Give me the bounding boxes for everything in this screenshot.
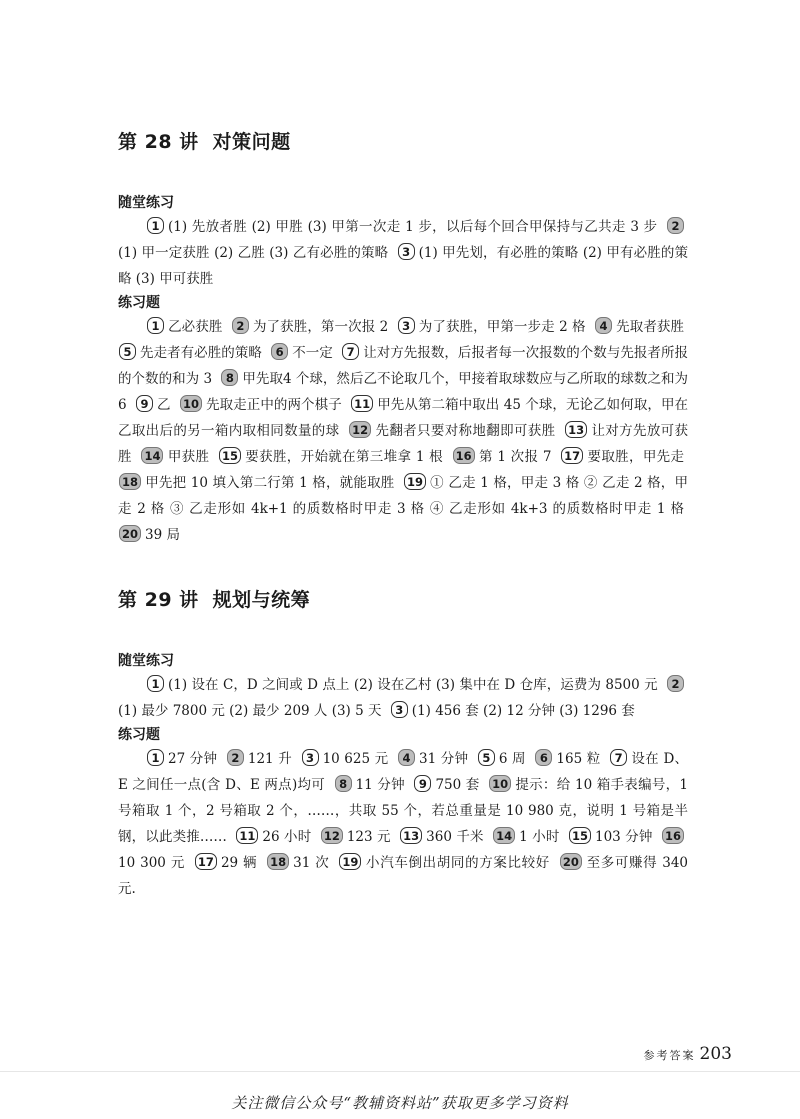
answer-paragraph xyxy=(118,746,688,902)
answer-text: 为了获胜，第一次报 2 xyxy=(252,319,389,335)
answer-text: 29 辆 xyxy=(220,855,258,871)
answer-text: 26 小时 xyxy=(262,829,312,845)
answer-text: 1 小时 xyxy=(519,829,560,845)
answer-text: 11 分钟 xyxy=(355,777,405,793)
question-number-badge: 6 xyxy=(535,749,552,766)
question-number-badge: 15 xyxy=(219,447,241,464)
exercise-group-heading: 练习题 xyxy=(118,295,160,311)
question-number-badge: 5 xyxy=(119,343,136,360)
answer-text: 165 粒 xyxy=(556,751,601,767)
question-number-badge: 3 xyxy=(302,749,319,766)
question-number-badge: 1 xyxy=(147,675,164,692)
answer-text: 先翻者只要对称地翻即可获胜 xyxy=(375,423,556,439)
answer-text: 先取者获胜 xyxy=(616,319,685,335)
answer-text: 为了获胜，甲第一步走 2 格 xyxy=(418,319,586,335)
question-number-badge: 11 xyxy=(236,827,258,844)
question-number-badge: 4 xyxy=(595,317,612,334)
answer-text: 31 分钟 xyxy=(419,751,469,767)
answer-text: (1) 设在 C，D 之间或 D 点上 (2) 设在乙村 (3) 集中在 D 仓库，运费为 8500 元 xyxy=(168,677,658,693)
answer-text: 27 分钟 xyxy=(168,751,218,767)
question-number-badge: 2 xyxy=(667,217,684,234)
answer-text: (1) 甲一定获胜 (2) 乙胜 (3) 乙有必胜的策略 xyxy=(118,245,389,261)
answer-text: ① 乙走 1 格，甲走 3 格 ② 乙走 2 格，甲走 2 格 ③ 乙走形如 4k+1 的质数格时甲走 3 格 ④ 乙走形如 4k+3 的质数格时甲走 1 格 xyxy=(118,475,688,517)
question-number-badge: 13 xyxy=(400,827,422,844)
answer-text: (1) 先放者胜 (2) 甲胜 (3) 甲第一次走 1 步，以后每个回合甲保持与乙共走 3 步 xyxy=(168,219,658,235)
question-number-badge: 1 xyxy=(147,217,164,234)
question-number-badge: 9 xyxy=(414,775,431,792)
question-number-badge: 9 xyxy=(136,395,153,412)
question-number-badge: 2 xyxy=(227,749,244,766)
question-number-badge: 13 xyxy=(565,421,587,438)
lecture-number: 第 29 讲 xyxy=(118,589,199,611)
question-number-badge: 3 xyxy=(391,701,408,718)
answer-text: 10 300 元 xyxy=(118,855,185,871)
question-number-badge: 14 xyxy=(493,827,515,844)
lecture-section xyxy=(118,586,688,902)
lecture-number: 第 28 讲 xyxy=(118,131,199,153)
answer-text: 360 千米 xyxy=(426,829,484,845)
answer-text: 6 周 xyxy=(498,751,526,767)
lecture-topic: 对策问题 xyxy=(212,131,291,153)
answer-text: 乙必获胜 xyxy=(168,319,223,335)
question-number-badge: 17 xyxy=(561,447,583,464)
question-number-badge: 4 xyxy=(398,749,415,766)
question-number-badge: 12 xyxy=(349,421,371,438)
answer-text: 甲先取4 个球，然后乙不论取几个，甲接着取球数应与乙所取的球数之和为 6 xyxy=(118,371,688,413)
footer-label: 参考答案 xyxy=(643,1049,696,1062)
question-number-badge: 8 xyxy=(335,775,352,792)
question-number-badge: 5 xyxy=(478,749,495,766)
lecture-title xyxy=(118,586,688,614)
answer-paragraph xyxy=(118,314,688,548)
answer-text: 甲先从第二箱中取出 45 个球，无论乙如何取，甲在乙取出后的另一箱内取相同数量的球 xyxy=(118,397,689,439)
answer-paragraph xyxy=(118,672,688,724)
question-number-badge: 16 xyxy=(453,447,475,464)
question-number-badge: 14 xyxy=(141,447,163,464)
footer-divider xyxy=(0,1071,800,1072)
answer-text: 至多可赚得 340 元. xyxy=(118,855,689,897)
question-number-badge: 19 xyxy=(404,473,426,490)
answer-text: 39 局 xyxy=(145,527,180,543)
sections-container xyxy=(118,128,688,902)
lecture-topic: 规划与统筹 xyxy=(212,589,311,611)
answer-text: 121 升 xyxy=(247,751,292,767)
question-number-badge: 3 xyxy=(398,317,415,334)
question-number-badge: 7 xyxy=(342,343,359,360)
answer-text: 要获胜，开始就在第三堆拿 1 根 xyxy=(244,449,443,465)
question-number-badge: 2 xyxy=(667,675,684,692)
answer-text: (1) 最少 7800 元 (2) 最少 209 人 (3) 5 天 xyxy=(118,703,382,719)
answer-page xyxy=(118,128,688,940)
question-number-badge: 16 xyxy=(662,827,684,844)
answer-text: 小汽车倒出胡同的方案比较好 xyxy=(365,855,550,871)
page-footer xyxy=(644,1044,732,1064)
question-number-badge: 19 xyxy=(339,853,361,870)
answer-text: 不一定 xyxy=(292,345,333,361)
answer-text: 103 分钟 xyxy=(595,829,653,845)
question-number-badge: 8 xyxy=(221,369,238,386)
lecture-section xyxy=(118,128,688,548)
question-number-badge: 10 xyxy=(180,395,202,412)
answer-text: (1) 甲先划，有必胜的策略 (2) 甲有必胜的策略 (3) 甲可获胜 xyxy=(118,245,688,287)
question-number-badge: 6 xyxy=(271,343,288,360)
answer-text: 先走者有必胜的策略 xyxy=(140,345,262,361)
question-number-badge: 20 xyxy=(560,853,582,870)
question-number-badge: 3 xyxy=(398,243,415,260)
answer-text: 让对方先报数，后报者每一次报数的个数与先报者所报的个数的和为 3 xyxy=(118,345,688,387)
answer-text: 10 625 元 xyxy=(322,751,389,767)
answer-text: 设在 D、E 之间任一点(含 D、E 两点)均可 xyxy=(118,751,689,793)
answer-text: 31 次 xyxy=(293,855,330,871)
exercise-group-heading: 随堂练习 xyxy=(118,195,174,211)
answer-text: 让对方先放可获胜 xyxy=(118,423,689,465)
answer-text: 提示：给 10 箱手表编号，1 号箱取 1 个，2 号箱取 2 个，……，共取 55 个，若总重量是 10 980 克，说明 1 号箱是半钢，以此类推…… xyxy=(118,777,688,845)
answer-text: 要取胜，甲先走 xyxy=(587,449,684,465)
question-number-badge: 17 xyxy=(195,853,217,870)
question-number-badge: 1 xyxy=(147,317,164,334)
question-number-badge: 7 xyxy=(610,749,627,766)
question-number-badge: 18 xyxy=(119,473,141,490)
question-number-badge: 20 xyxy=(119,525,141,542)
question-number-badge: 1 xyxy=(147,749,164,766)
watermark-text: 关注微信公众号“教辅资料站”获取更多学习资料 xyxy=(231,1094,569,1112)
answer-paragraph xyxy=(118,214,688,292)
question-number-badge: 15 xyxy=(569,827,591,844)
page-number: 203 xyxy=(699,1044,732,1064)
question-number-badge: 11 xyxy=(351,395,373,412)
exercise-group-heading: 练习题 xyxy=(118,727,160,743)
answer-text: 先取走正中的两个棋子 xyxy=(206,397,342,413)
question-number-badge: 12 xyxy=(321,827,343,844)
answer-text: 乙 xyxy=(156,397,171,413)
answer-text: (1) 456 套 (2) 12 分钟 (3) 1296 套 xyxy=(411,703,635,719)
question-number-badge: 10 xyxy=(489,775,511,792)
lecture-title xyxy=(118,128,688,156)
question-number-badge: 2 xyxy=(232,317,249,334)
exercise-group-heading: 随堂练习 xyxy=(118,653,174,669)
answer-text: 123 元 xyxy=(346,829,391,845)
answer-text: 甲先把 10 填入第二行第 1 格，就能取胜 xyxy=(145,475,395,491)
question-number-badge: 18 xyxy=(267,853,289,870)
answer-text: 750 套 xyxy=(435,777,480,793)
answer-text: 甲获胜 xyxy=(167,449,210,465)
answer-text: 第 1 次报 7 xyxy=(478,449,552,465)
